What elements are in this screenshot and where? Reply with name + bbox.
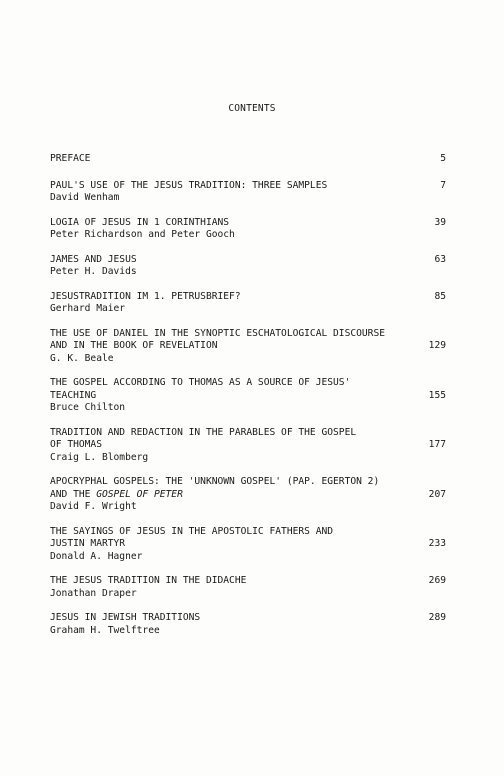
toc-entry-title: THE JESUS TRADITION IN THE DIDACHE [50, 575, 247, 586]
toc-entry-author: Graham H. Twelftree [50, 624, 160, 636]
page-title: CONTENTS [228, 103, 276, 114]
toc-entry-title: JAMES AND JESUS [50, 253, 137, 265]
toc-entry [50, 291, 446, 316]
toc-entry-author: G. K. Beale [50, 352, 114, 364]
toc-entry-author: Jonathan Draper [50, 587, 137, 599]
toc-entry [50, 575, 446, 600]
toc-entry-author: Gerhard Maier [50, 303, 126, 314]
toc-entry [50, 254, 446, 279]
toc-entry-page: 155 [428, 389, 446, 401]
toc-entry-title: JESUS IN JEWISH TRADITIONS [50, 612, 201, 623]
toc-entry-title: THE USE OF DANIEL IN THE SYNOPTIC ESCHATOLOGICAL DISCOURSE AND IN THE BOOK OF REVELATION [50, 327, 386, 351]
toc-entry-author: David F. Wright [50, 501, 137, 512]
toc-entry-author: Peter Richardson and Peter Gooch [50, 229, 235, 240]
toc-entry-page: 7 [440, 179, 446, 191]
toc-entry-page: 129 [428, 340, 446, 351]
toc-entry-page: 269 [428, 575, 446, 586]
toc-entry-title: THE SAYINGS OF JESUS IN THE APOSTOLIC FATHERS AND JUSTIN MARTYR [50, 525, 334, 549]
toc-entry-page: 5 [440, 153, 446, 164]
table-of-contents [50, 153, 446, 649]
toc-entry-title: TRADITION AND REDACTION IN THE PARABLES OF THE GOSPEL OF THOMAS [50, 426, 357, 450]
toc-entry-page: 177 [428, 439, 446, 450]
toc-entry [50, 328, 446, 366]
toc-entry-title: PREFACE [50, 153, 91, 164]
toc-entry-title-italic: GOSPEL OF PETER [96, 488, 183, 500]
toc-entry-page: 207 [428, 488, 446, 500]
toc-entry [50, 180, 446, 205]
toc-entry-page: 39 [434, 216, 446, 228]
toc-entry [50, 377, 446, 415]
toc-entry-page: 85 [434, 290, 446, 302]
toc-entry [50, 476, 446, 514]
toc-entry [50, 427, 446, 465]
toc-entry-author: David Wenham [50, 192, 120, 203]
toc-entry [50, 526, 446, 564]
toc-entry-title [50, 476, 415, 501]
toc-entry-title: LOGIA OF JESUS IN 1 CORINTHIANS [50, 216, 230, 228]
toc-entry-title-line2: AND THE [50, 488, 97, 500]
toc-entry-page: 233 [428, 538, 446, 549]
toc-entry-title-line1: APOCRYPHAL GOSPELS: THE 'UNKNOWN GOSPEL' (PAP. EGERTON 2) [50, 476, 380, 487]
toc-entry-page: 63 [434, 253, 446, 265]
toc-entry-title: PAUL'S USE OF THE JESUS TRADITION: THREE SAMPLES [50, 179, 328, 191]
toc-entry-author: Peter H. Davids [50, 266, 137, 277]
toc-entry-title: THE GOSPEL ACCORDING TO THOMAS AS A SOURCE OF JESUS' TEACHING [50, 377, 351, 401]
toc-entry-author: Donald A. Hagner [50, 550, 143, 562]
toc-entry [50, 612, 446, 637]
toc-entry-author: Bruce Chilton [50, 402, 126, 413]
toc-entry [50, 153, 446, 166]
toc-entry-author: Craig L. Blomberg [50, 451, 149, 463]
toc-entry [50, 217, 446, 242]
toc-entry-title: JESUSTRADITION IM 1. PETRUSBRIEF? [50, 290, 241, 302]
toc-entry-page: 289 [428, 612, 446, 623]
